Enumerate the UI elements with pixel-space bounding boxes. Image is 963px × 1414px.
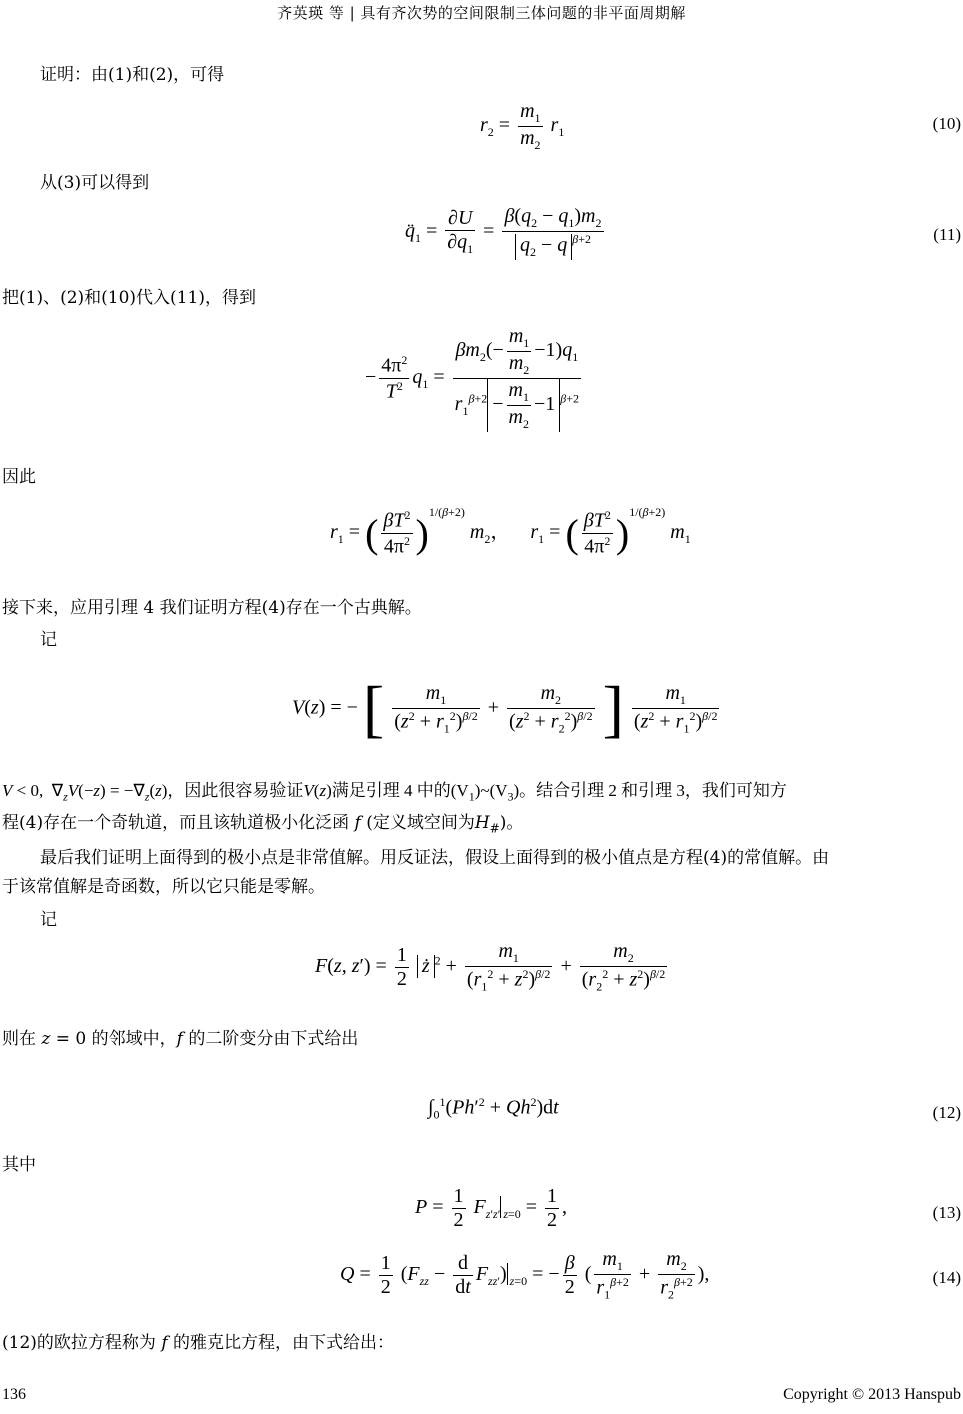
- paragraph-where: 其中: [2, 1155, 36, 1175]
- paragraph-nonconstant: 最后我们证明上面得到的极小点是非常值解。用反证法，假设上面得到的极小值点是方程(4)的常值解。由: [40, 848, 830, 868]
- equation-13: P = $\frac{1}{2}$ $F_{z'z'}$ $_{z=0}$ = $\frac{1}{2}$ ,: [415, 1185, 568, 1231]
- paragraph-proof-intro: 证明：由(1)和(2)，可得: [40, 65, 225, 85]
- paragraph-second-variation: 则在 z = 0 的邻域中，f 的二阶变分由下式给出: [2, 1029, 359, 1049]
- paragraph-verify-V: V < 0, $\nabla_zV(-z) = -\nabla_z(z)$，因此很容易验证V(z)满足引理 4 中的$(V_1)\sim(V_3)$。结合引理 2 和引理 3，我们可知方: [2, 781, 787, 804]
- equation-number-13: (13): [932, 1203, 961, 1222]
- paragraph-therefore: 因此: [2, 467, 36, 487]
- equation-r1-values: $r_1$ = ( $\frac{\beta T^2}{4\pi^2}$ )$^{1/(\beta+2)}$ $m_2$， $r_1$ = ( $\frac{\beta T^2}{4\pi^2}$ )$^{1/(\beta+2)}$ $m_1$: [330, 505, 691, 558]
- equation-number-11: (11): [933, 225, 961, 244]
- paragraph-from-3: 从(3)可以得到: [40, 173, 150, 193]
- copyright-notice: Copyright © 2013 Hanspub: [783, 1386, 961, 1403]
- equation-F: F(z, z′) = $\frac{1}{2}$ ż $^2$ + $\frac{m_1}{(r_1^2 + z^2)^{\beta/2}}$ + $\frac{m_2}{(r_2^2 + z^2)^{\beta/2}}$: [315, 940, 666, 994]
- running-header: 齐英瑛 等 | 具有齐次势的空间限制三体问题的非平面周期解: [277, 4, 686, 22]
- equation-number-14: (14): [932, 1268, 961, 1287]
- equation-substituted: − $\frac{4\pi^2}{T^2}$ $q_1$ = $\beta m_2(-$ $\frac{m_1}{m_2}$ $-1)q_1$ $r_1^{\beta+2}$ − $\frac{m_1}{m_2}$ −1 $^{\beta+2}$: [365, 325, 580, 431]
- paragraph-odd-orbit: 程(4)存在一个奇轨道，而且该轨道极小化泛函 f (定义域空间为$H_{\#}$)。: [2, 813, 524, 836]
- equation-14: Q = $\frac{1}{2}$ ($F_{zz}$ − $\frac{d}{dt}$ $F_{zz'}$) $_{z=0}$ = − $\frac{\beta}{2}$ ( $\frac{m_1}{r_1^{\beta+2}}$ + $\frac{m_2}{r_2^{\beta+2}}$ ),: [340, 1248, 710, 1302]
- paragraph-denote-1: 记: [40, 630, 57, 650]
- equation-number-12: (12): [932, 1103, 961, 1122]
- paragraph-substitute: 把(1)、(2)和(10)代入(11)，得到: [2, 288, 256, 308]
- equation-number-10: (10): [932, 114, 961, 133]
- paragraph-next-lemma4: 接下来，应用引理 4 我们证明方程(4)存在一个古典解。: [2, 598, 422, 618]
- equation-10: $r_2$ = $\frac{m_1}{m_2}$ $r_1$: [480, 100, 565, 152]
- paragraph-zero-solution: 于该常值解是奇函数，所以它只能是零解。: [2, 877, 325, 897]
- paragraph-jacobi: (12)的欧拉方程称为 f 的雅克比方程，由下式给出：: [2, 1333, 395, 1353]
- equation-11: $q̈_1$ = $\frac{\partial U}{\partial q_1}$ = $\frac{\beta(q_2 - q_1)m_2}{q_2 - q ^{\beta+2}}$: [405, 205, 602, 259]
- page-number: 136: [2, 1386, 26, 1403]
- equation-12: $\int_0^1(Ph'^2 + Qh^2)dt$: [428, 1095, 559, 1122]
- paragraph-denote-2: 记: [40, 910, 57, 930]
- equation-potential-V: V(z) = − [ $\frac{m_1}{(z^2 + r_1^2)^{\beta/2}}$ + $\frac{m_2}{(z^2 + r_2^2)^{\beta/2}}$ ] $\frac{m_1}{(z^2 + r_1^2)^{\beta/2}}$: [292, 673, 718, 744]
